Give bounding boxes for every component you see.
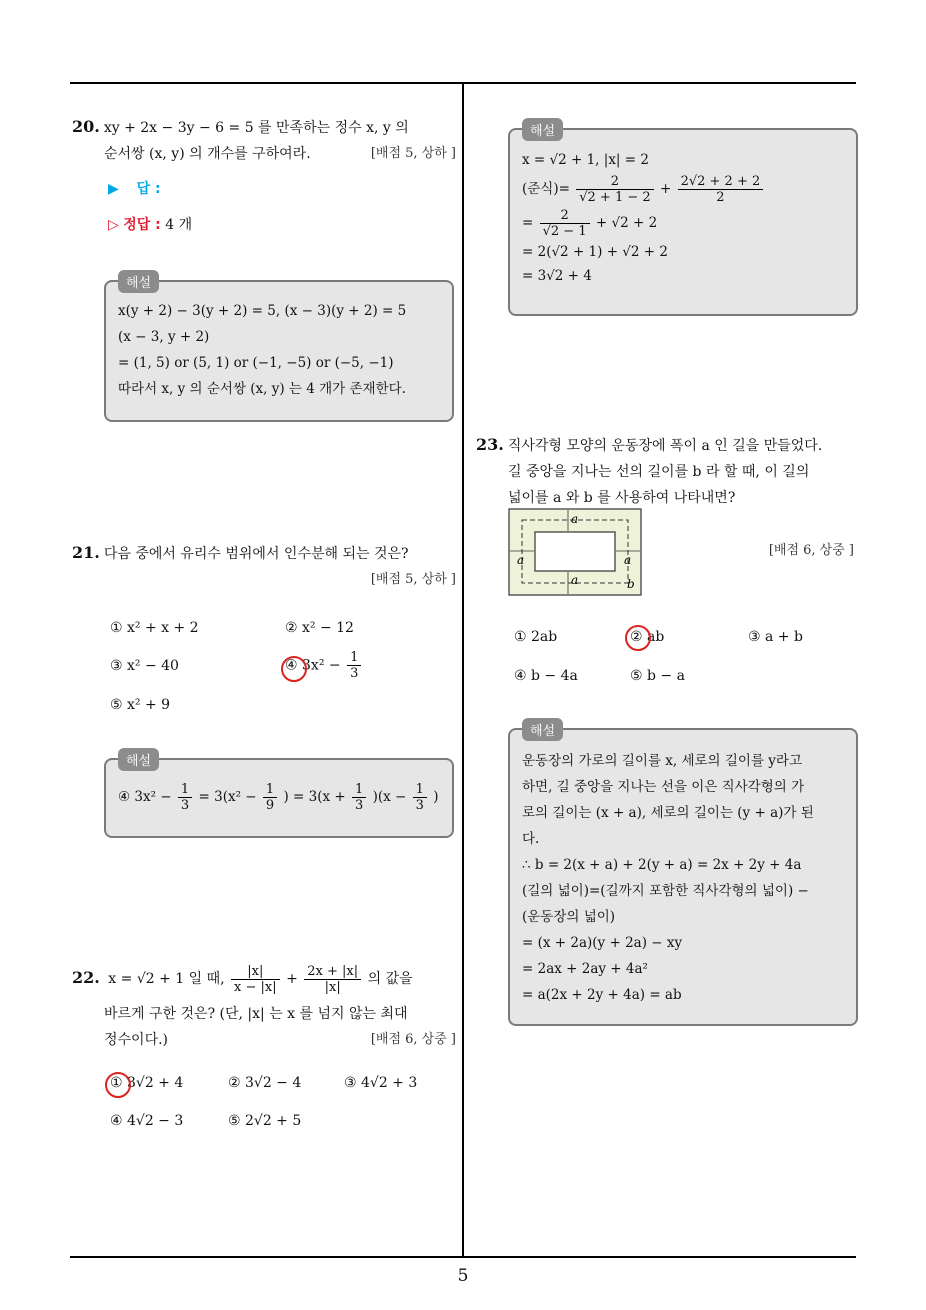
fig-label-a: a bbox=[571, 512, 579, 526]
correct-value: 4 개 bbox=[165, 217, 193, 233]
question-text: 의 값을 bbox=[367, 971, 413, 987]
solution-line: = 3√2 + 4 bbox=[522, 268, 592, 284]
solution-text: ④ 3x² − bbox=[118, 789, 172, 805]
option-2[interactable]: ② ab bbox=[630, 629, 665, 645]
page-number: 5 bbox=[457, 1266, 469, 1286]
option-4[interactable]: ④ b − 4a bbox=[514, 668, 578, 684]
solution-text: ) = 3(x + bbox=[283, 789, 346, 805]
correct-marker: ▷ bbox=[108, 217, 119, 233]
option-4[interactable]: ④ 4√2 − 3 bbox=[110, 1113, 184, 1129]
solution-line: 운동장의 가로의 길이를 x, 세로의 길이를 y라고 bbox=[522, 753, 803, 769]
solution-text: )(x − bbox=[372, 789, 407, 805]
solution-box-22 bbox=[508, 124, 858, 316]
solution-line: 다. bbox=[522, 831, 540, 847]
option-text: 3x² − bbox=[302, 657, 341, 674]
solution-line: (준식)= $\frac{2}{√2 + 1 - 2}$ + $\frac{2√2 + 2 + 2}{2}$ bbox=[522, 172, 848, 206]
question-text: 넓이를 a 와 b 를 사용하여 나타내면? bbox=[508, 490, 736, 506]
option-1[interactable]: ① 3√2 + 4 bbox=[110, 1075, 184, 1091]
column-divider bbox=[462, 82, 464, 1258]
question-text: x = √2 + 1 일 때, bbox=[108, 971, 225, 987]
solution-tag: 해설 bbox=[522, 118, 563, 141]
solution-tag: 해설 bbox=[118, 748, 159, 771]
question-text: 정수이다.) bbox=[104, 1032, 169, 1048]
fraction: $\frac{1}{3}$ bbox=[178, 782, 192, 813]
option-2[interactable]: ② 3√2 − 4 bbox=[228, 1075, 302, 1091]
option-5[interactable]: ⑤ 2√2 + 5 bbox=[228, 1113, 302, 1129]
question-text: 다음 중에서 유리수 범위에서 인수분해 되는 것은? bbox=[103, 546, 409, 562]
option-1[interactable]: ① 2ab bbox=[514, 629, 558, 645]
solution-line: (x − 3, y + 2) bbox=[118, 329, 210, 345]
option-5[interactable]: ⑤ b − a bbox=[630, 668, 685, 684]
question-number: 22. bbox=[72, 968, 100, 987]
selected-answer-circle bbox=[105, 1072, 131, 1098]
solution-line: = a(2x + 2y + 4a) = ab bbox=[522, 987, 682, 1003]
question-text: 바르게 구한 것은? (단, |x| 는 x 를 넘지 않는 최대 bbox=[104, 1006, 408, 1022]
fig-label-a: a bbox=[571, 573, 579, 587]
question-text: 길 중앙을 지나는 선의 길이를 b 라 할 때, 이 길의 bbox=[508, 464, 810, 480]
question-text: 직사각형 모양의 운동장에 폭이 a 인 길을 만들었다. bbox=[507, 438, 823, 454]
option-3[interactable]: ③ x² − 40 bbox=[110, 658, 179, 674]
score-label: [배점 5, 상하 ] bbox=[370, 572, 456, 587]
answer-label: 답 : bbox=[136, 181, 161, 197]
solution-body bbox=[522, 148, 848, 288]
solution-body bbox=[522, 748, 848, 1008]
track-figure bbox=[508, 508, 642, 596]
solution-box-20 bbox=[104, 276, 454, 422]
selected-answer-circle bbox=[281, 656, 307, 682]
fraction: $\frac{2x + |x|}{|x|}$ bbox=[304, 964, 361, 995]
solution-tag: 해설 bbox=[522, 718, 563, 741]
score-label: [배점 5, 상하 ] bbox=[370, 146, 456, 161]
fig-label-a: a bbox=[517, 553, 525, 567]
solution-line: = 2(√2 + 1) + √2 + 2 bbox=[522, 244, 668, 260]
solution-text: = 3(x² − bbox=[198, 789, 257, 805]
question-number: 20. bbox=[72, 117, 100, 136]
solution-line: = (1, 5) or (5, 1) or (−1, −5) or (−5, −1) bbox=[118, 355, 394, 371]
solution-line: (길의 넓이)=(길까지 포함한 직사각형의 넓이) − bbox=[522, 883, 809, 899]
correct-answer-line bbox=[108, 212, 192, 238]
solution-line: = 2ax + 2ay + 4a² bbox=[522, 961, 648, 977]
option-marker: ④ bbox=[285, 657, 298, 674]
solution-line: 로의 길이는 (x + a), 세로의 길이는 (y + a)가 된 bbox=[522, 805, 814, 821]
question-20 bbox=[72, 114, 456, 167]
fig-label-a: a bbox=[624, 553, 632, 567]
option-2[interactable]: ② x² − 12 bbox=[285, 620, 354, 636]
correct-label: 정답 : bbox=[123, 217, 161, 233]
question-22 bbox=[72, 956, 456, 1053]
fig-label-b: b bbox=[627, 577, 635, 591]
fraction: $\frac{1}{3}$ bbox=[352, 782, 366, 813]
solution-line: = $\frac{2}{√2 - 1}$ + √2 + 2 bbox=[522, 208, 658, 239]
solution-box-23 bbox=[508, 724, 858, 1026]
solution-text: ) bbox=[433, 789, 439, 805]
question-21 bbox=[72, 540, 456, 593]
solution-line: = (x + 2a)(y + 2a) − xy bbox=[522, 935, 683, 951]
question-text: xy + 2x − 3y − 6 = 5 를 만족하는 정수 x, y 의 bbox=[103, 120, 409, 136]
solution-line: 따라서 x, y 의 순서쌍 (x, y) 는 4 개가 존재한다. bbox=[118, 381, 406, 397]
question-23 bbox=[476, 432, 856, 511]
fraction: $\frac{1}{9}$ bbox=[263, 782, 277, 813]
fraction: $\frac{1}{3}$ bbox=[347, 650, 361, 681]
option-3[interactable]: ③ 4√2 + 3 bbox=[344, 1075, 418, 1091]
fraction: $\frac{|x|}{x - |x|}$ bbox=[231, 964, 280, 995]
plus-sign: + bbox=[286, 971, 298, 987]
option-3[interactable]: ③ a + b bbox=[748, 629, 803, 645]
bottom-rule bbox=[70, 1256, 856, 1258]
field-rect bbox=[535, 532, 615, 571]
answer-line bbox=[108, 176, 161, 202]
question-number: 21. bbox=[72, 543, 100, 562]
solution-body bbox=[118, 782, 444, 813]
solution-line: x(y + 2) − 3(y + 2) = 5, (x − 3)(y + 2) = 5 bbox=[118, 303, 407, 319]
solution-line: x = √2 + 1, |x| = 2 bbox=[522, 152, 649, 168]
solution-tag: 해설 bbox=[118, 270, 159, 293]
answer-marker: ▶ bbox=[108, 181, 119, 197]
selected-answer-circle bbox=[625, 625, 651, 651]
score-label: [배점 6, 상중 ] bbox=[768, 543, 854, 558]
solution-body bbox=[118, 298, 444, 402]
score-label: [배점 6, 상중 ] bbox=[370, 1032, 456, 1047]
fraction: $\frac{1}{3}$ bbox=[413, 782, 427, 813]
solution-line: 하면, 길 중앙을 지나는 선을 이은 직사각형의 가 bbox=[522, 779, 805, 795]
option-1[interactable]: ① x² + x + 2 bbox=[110, 620, 199, 636]
solution-line: ∴ b = 2(x + a) + 2(y + a) = 2x + 2y + 4a bbox=[522, 857, 802, 873]
option-5[interactable]: ⑤ x² + 9 bbox=[110, 697, 171, 713]
question-number: 23. bbox=[476, 435, 504, 454]
question-text: 순서쌍 (x, y) 의 개수를 구하여라. bbox=[104, 146, 311, 162]
solution-box-21 bbox=[104, 754, 454, 838]
solution-line: (운동장의 넓이) bbox=[522, 909, 616, 925]
